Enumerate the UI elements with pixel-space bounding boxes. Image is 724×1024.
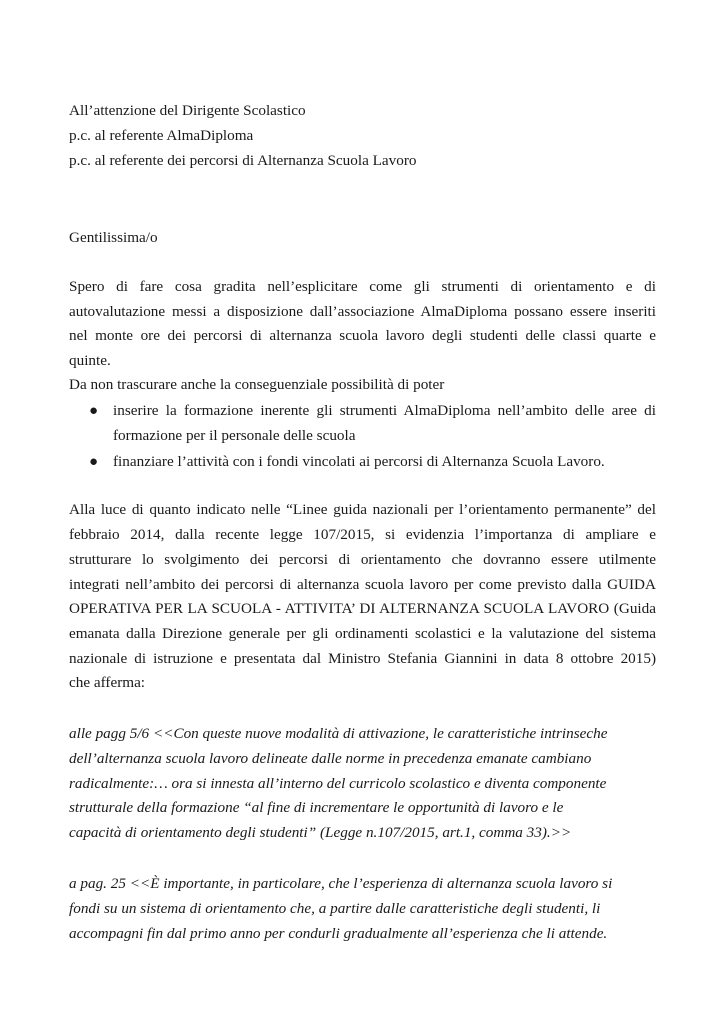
quote-line: strutturale della formazione “al fine di incrementare le opportunità di lavoro e le — [69, 799, 564, 816]
quote-line: dell’alternanza scuola lavoro delineate dalle norme in precedenza emanate cambiano — [69, 750, 592, 767]
paragraph-line: OPERATIVA PER LA SCUOLA - ATTIVITA’ DI ALTERNANZA SCUOLA LAVORO (Guida — [69, 600, 656, 617]
addressee-line: p.c. al referente dei percorsi di Alternanza Scuola Lavoro — [69, 152, 417, 169]
paragraph-line: emanata dalla Direzione generale per gli ordinamenti scolastici e la valutazione del sistema — [69, 625, 656, 642]
paragraph-line: che afferma: — [69, 674, 146, 691]
list-item: formazione per il personale delle scuola — [113, 427, 356, 444]
quote-line: accompagni fin dal primo anno per condurli gradualmente all’esperienza che li attende. — [69, 925, 608, 942]
paragraph-line: autovalutazione messi a disposizione dall’associazione AlmaDiploma possano essere inseriti — [69, 303, 656, 320]
paragraph-line: integrati nell’ambito dei percorsi di alternanza scuola lavoro per come previsto dalla GUIDA — [69, 576, 656, 593]
addressee-line: p.c. al referente AlmaDiploma — [69, 127, 254, 144]
paragraph-line: febbraio 2014, dalla recente legge 107/2015, si evidenzia l’importanza di ampliare e — [69, 526, 656, 543]
bullet-icon: ● — [89, 454, 99, 470]
quote-line: fondi su un sistema di orientamento che, a partire dalle caratteristiche degli studenti, li — [69, 900, 601, 917]
quote-line: radicalmente:… ora si innesta all’interno del curricolo scolastico e diventa componente — [69, 775, 607, 792]
list-item: inserire la formazione inerente gli strumenti AlmaDiploma nell’ambito delle aree di — [113, 402, 656, 419]
paragraph-line: quinte. — [69, 352, 111, 369]
quote-line: alle pagg 5/6 <<Con queste nuove modalità di attivazione, le caratteristiche intrinseche — [69, 725, 608, 742]
greeting: Gentilissima/o — [69, 229, 158, 246]
paragraph-line: nel monte ore dei percorsi di alternanza scuola lavoro degli studenti delle classi quarte e — [69, 327, 656, 344]
bullet-icon: ● — [89, 403, 99, 419]
quote-line: a pag. 25 <<È importante, in particolare, che l’esperienza di alternanza scuola lavoro si — [69, 875, 613, 892]
quote-line: capacità di orientamento degli studenti” (Legge n.107/2015, art.1, comma 33).>> — [69, 824, 572, 841]
document-page — [69, 0, 656, 1024]
paragraph-line: Spero di fare cosa gradita nell’esplicitare come gli strumenti di orientamento e di — [69, 278, 656, 295]
paragraph-line: strutturare lo svolgimento dei percorsi di orientamento che dovranno essere utilmente — [69, 551, 656, 568]
paragraph-line: Alla luce di quanto indicato nelle “Linee guida nazionali per l’orientamento permanente” del — [69, 501, 656, 518]
addressee-line: All’attenzione del Dirigente Scolastico — [69, 102, 306, 119]
paragraph-line: Da non trascurare anche la conseguenziale possibilità di poter — [69, 376, 445, 393]
paragraph-line: nazionale di istruzione e presentata dal Ministro Stefania Giannini in data 8 ottobre 2015) — [69, 650, 656, 667]
list-item: finanziare l’attività con i fondi vincolati ai percorsi di Alternanza Scuola Lavoro. — [113, 453, 605, 470]
